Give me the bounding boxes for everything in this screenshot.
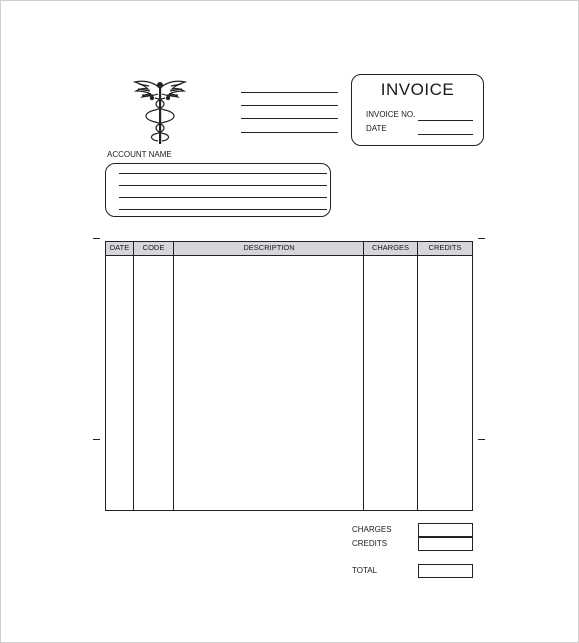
column-header-description: DESCRIPTION (243, 243, 295, 252)
line-items-table (105, 241, 473, 511)
invoice-title: INVOICE (380, 80, 455, 99)
margin-tick (478, 238, 485, 239)
account-line[interactable] (119, 197, 327, 198)
address-line[interactable] (241, 92, 338, 93)
account-line[interactable] (119, 209, 327, 210)
invoice-no-field[interactable] (418, 120, 473, 121)
margin-tick (93, 238, 100, 239)
column-divider (173, 242, 174, 510)
date-field[interactable] (418, 134, 473, 135)
account-line[interactable] (119, 185, 327, 186)
account-name-label: ACCOUNT NAME (107, 150, 172, 159)
address-line[interactable] (241, 118, 338, 119)
caduceus-icon (131, 74, 189, 146)
column-divider (133, 242, 134, 510)
column-divider (363, 242, 364, 510)
margin-tick (93, 439, 100, 440)
date-label: DATE (366, 124, 387, 133)
totals-credits-label: CREDITS (352, 539, 388, 548)
invoice-info-box (351, 74, 484, 146)
column-header-credits: CREDITS (428, 243, 462, 252)
totals-total-field[interactable] (418, 564, 473, 578)
column-divider (417, 242, 418, 510)
totals-total-label: TOTAL (352, 566, 378, 575)
totals-charges-field[interactable] (418, 523, 473, 537)
column-header-code: CODE (142, 243, 165, 252)
address-line[interactable] (241, 105, 338, 106)
column-header-charges: CHARGES (371, 243, 410, 252)
invoice-no-label: INVOICE NO. (366, 110, 416, 119)
account-name-box (105, 163, 331, 217)
address-line[interactable] (241, 132, 338, 133)
totals-charges-label: CHARGES (352, 525, 392, 534)
margin-tick (478, 439, 485, 440)
totals-credits-field[interactable] (418, 537, 473, 551)
column-header-date: DATE (109, 243, 130, 252)
account-line[interactable] (119, 173, 327, 174)
